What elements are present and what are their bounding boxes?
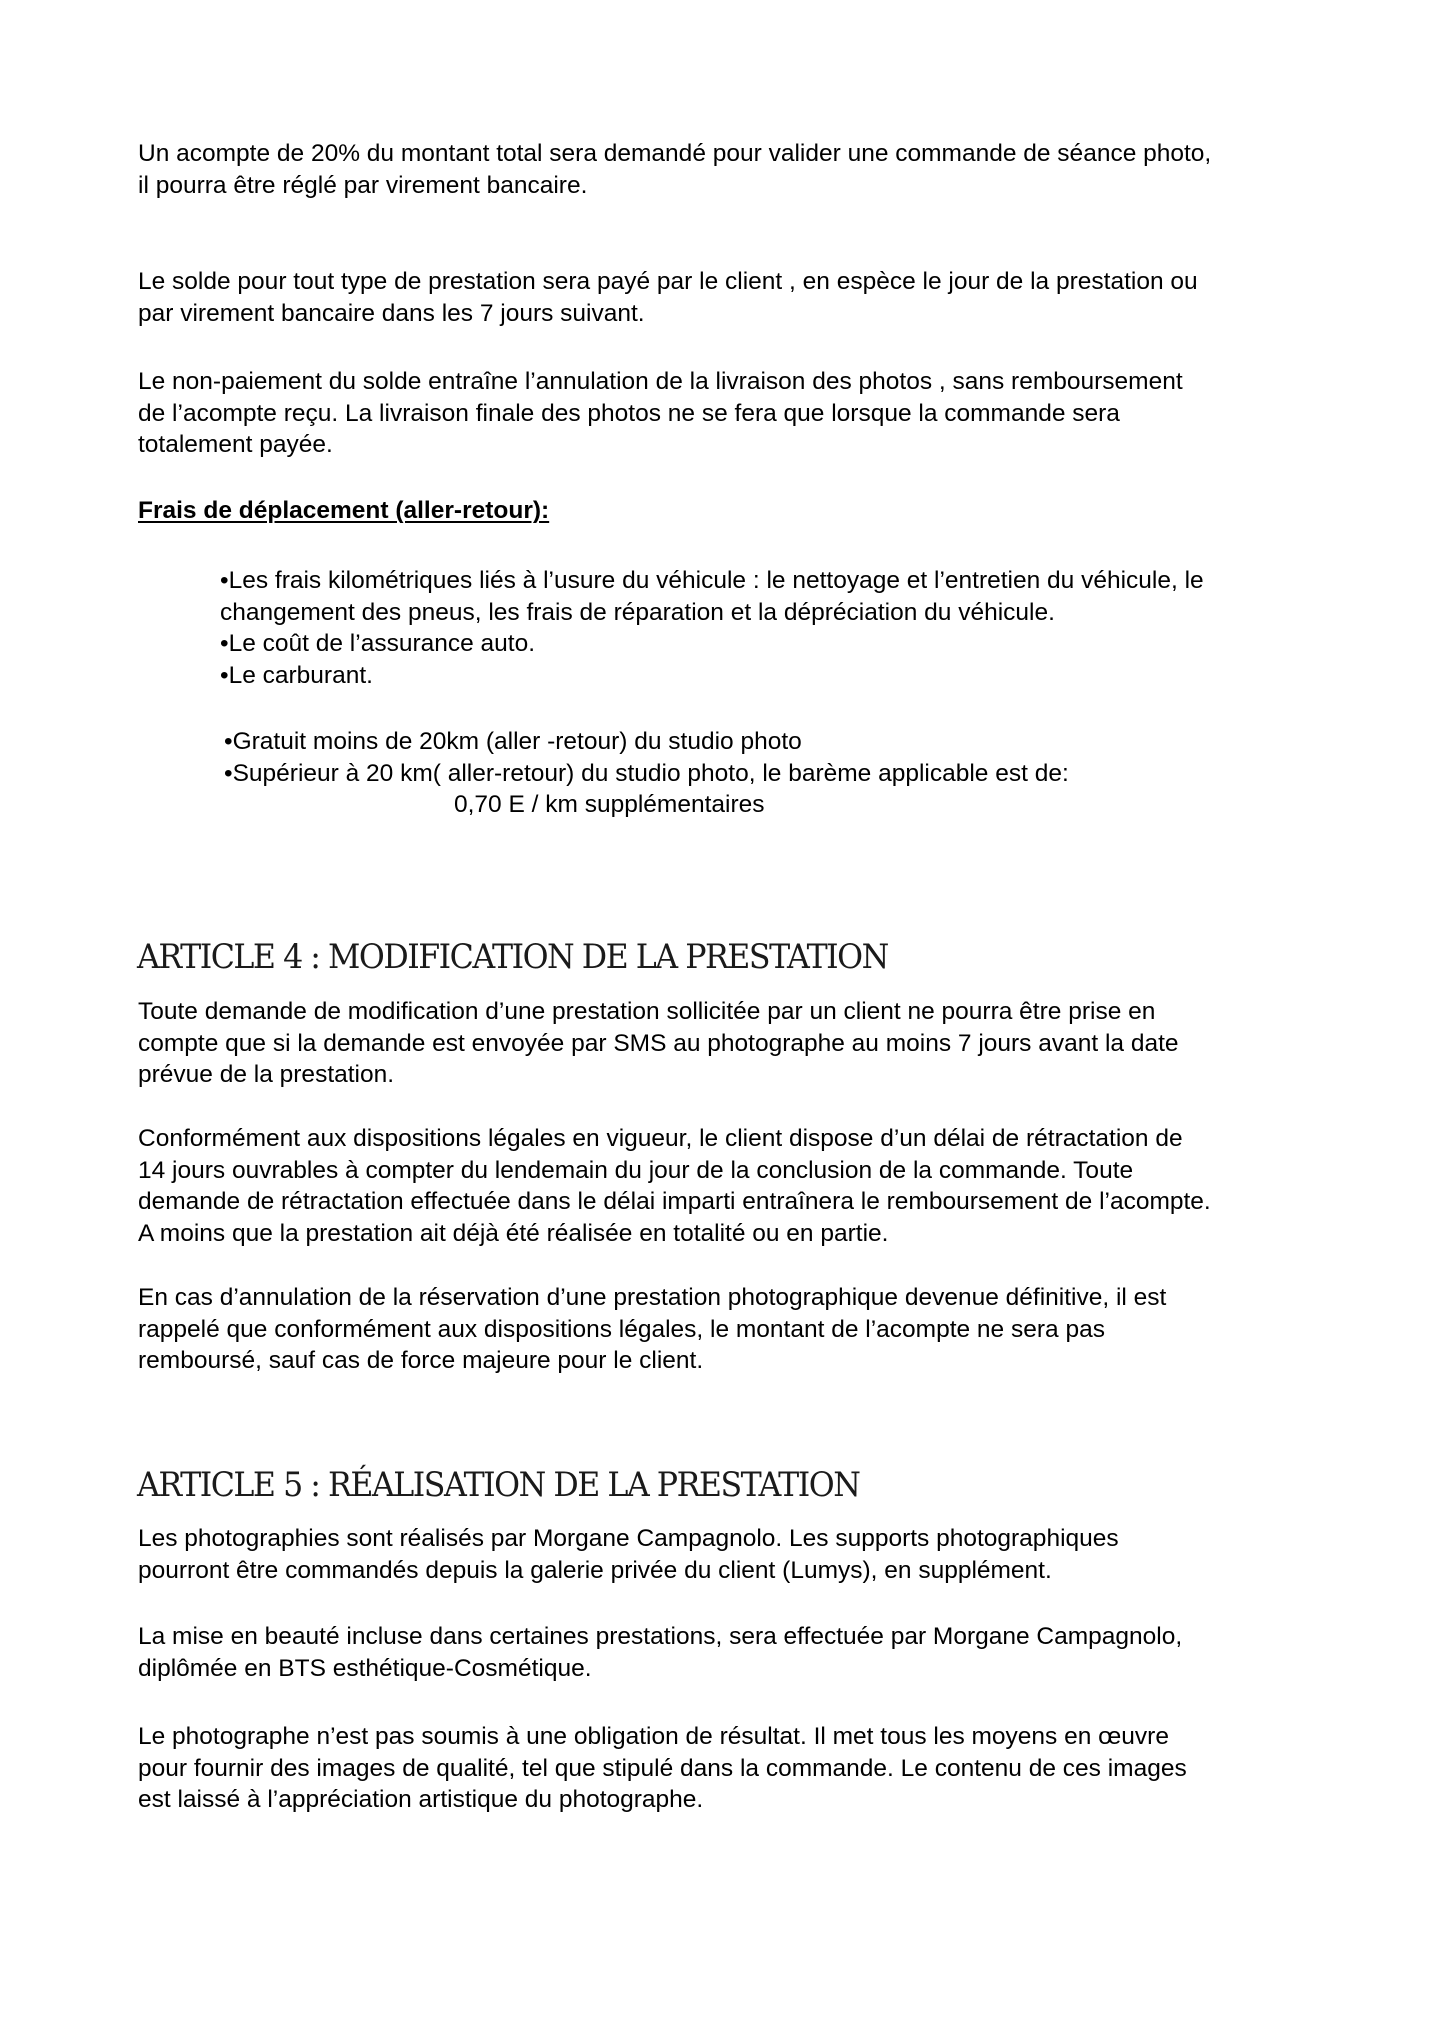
article-4-paragraph-2: Conformément aux dispositions légales en vigueur, le client dispose d’un délai de rétractation de 14 jours ouvrables à compter du lendemain du jour de la conclusion de la commande. Toute demande de rétractation effectuée dans le délai imparti entraînera le remboursement de l’acompte. A moins que la prestation ait déjà été réalisée en totalité ou en partie. bbox=[138, 1125, 1211, 1247]
article-5-title: ARTICLE 5 : RÉALISATION DE LA PRESTATION bbox=[137, 1465, 860, 1505]
balance-paragraph: Le solde pour tout type de prestation sera payé par le client , en espèce le jour de la prestation ou par virement bancaire dans les 7 jours suivant. bbox=[138, 268, 1198, 327]
article-5-paragraph-2: La mise en beauté incluse dans certaines prestations, sera effectuée par Morgane Campagnolo, diplômée en BTS esthétique-Cosmétique. bbox=[138, 1623, 1183, 1682]
list-item: •Supérieur à 20 km( aller-retour) du studio photo, le barème applicable est de: bbox=[224, 759, 1069, 787]
list-item: •Le carburant. bbox=[220, 661, 373, 689]
article-4-paragraph-3: En cas d’annulation de la réservation d’une prestation photographique devenue définitive, il est rappelé que conformément aux dispositions légales, le montant de l’acompte ne sera pas remboursé, sauf cas de force majeure pour le client. bbox=[138, 1284, 1167, 1374]
non-payment-paragraph: Le non-paiement du solde entraîne l’annulation de la livraison des photos , sans remboursement de l’acompte reçu. La livraison finale des photos ne se fera que lorsque la commande sera totalement payée. bbox=[138, 368, 1183, 458]
list-item: •Gratuit moins de 20km (aller -retour) du studio photo bbox=[224, 728, 802, 755]
article-4-title: ARTICLE 4 : MODIFICATION DE LA PRESTATION bbox=[137, 937, 888, 977]
travel-cost-list bbox=[220, 565, 1340, 691]
travel-pricing-list bbox=[224, 726, 1344, 789]
list-item: •Les frais kilométriques liés à l’usure du véhicule : le nettoyage et l’entretien du véhicule, le changement des pneus, les frais de réparation et la dépréciation du véhicule. bbox=[220, 567, 1204, 626]
deposit-paragraph: Un acompte de 20% du montant total sera demandé pour valider une commande de séance photo, il pourra être réglé par virement bancaire. bbox=[138, 140, 1212, 199]
article-5-paragraph-1: Les photographies sont réalisés par Morgane Campagnolo. Les supports photographiques pourront être commandés depuis la galerie privée du client (Lumys), en supplément. bbox=[138, 1525, 1119, 1584]
per-km-rate: 0,70 E / km supplémentaires bbox=[454, 791, 765, 818]
travel-fees-heading: Frais de déplacement (aller-retour): bbox=[138, 497, 550, 524]
article-5-paragraph-3: Le photographe n’est pas soumis à une obligation de résultat. Il met tous les moyens en œuvre pour fournir des images de qualité, tel que stipulé dans la commande. Le contenu de ces images est laissé à l’appréciation artistique du photographe. bbox=[138, 1723, 1187, 1813]
list-item: •Le coût de l’assurance auto. bbox=[220, 630, 536, 657]
article-4-paragraph-1: Toute demande de modification d’une prestation sollicitée par un client ne pourra être prise en compte que si la demande est envoyée par SMS au photographe au moins 7 jours avant la date prévue de la prestation. bbox=[138, 998, 1179, 1088]
